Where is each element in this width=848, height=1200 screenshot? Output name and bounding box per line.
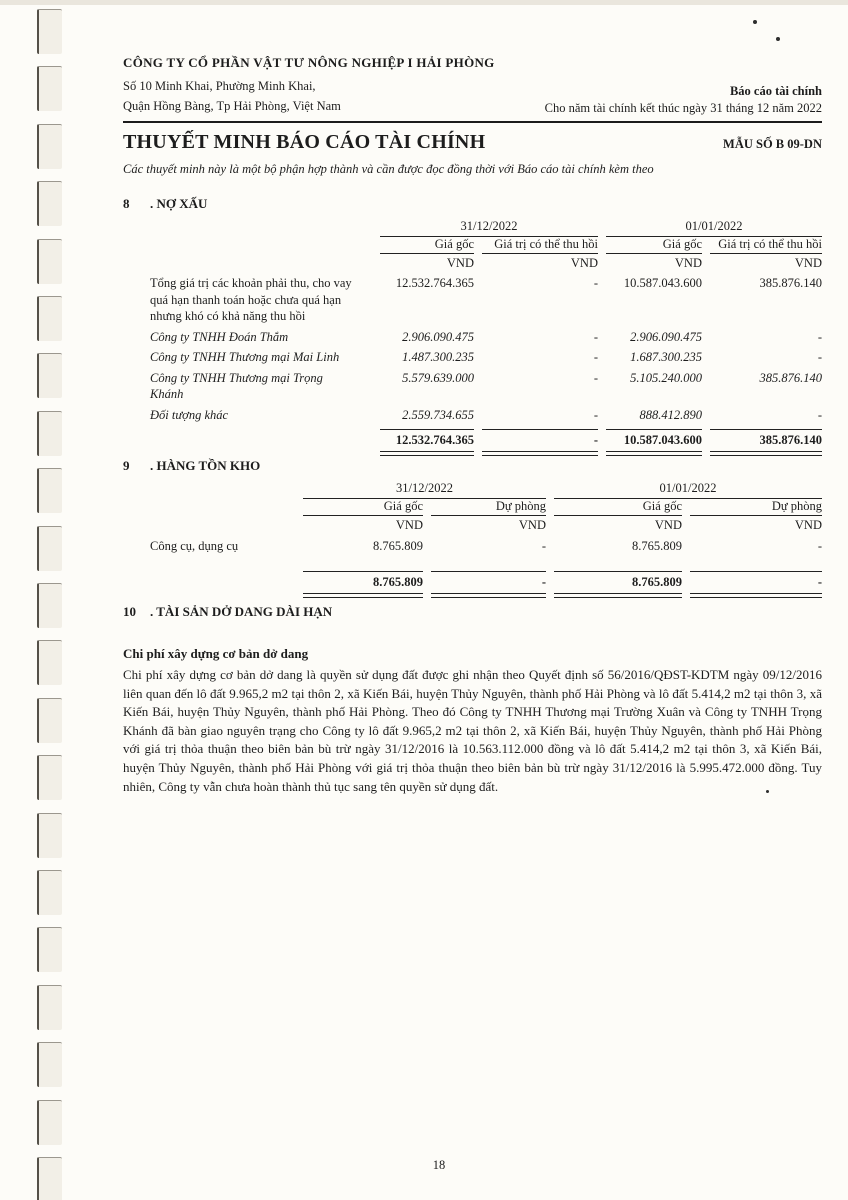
- table9-col3-header: Giá gốc: [554, 499, 682, 516]
- table8-total-row: [150, 429, 822, 456]
- section-long-term-wip: [123, 604, 822, 796]
- cell-value: 1.687.300.235: [630, 350, 702, 364]
- section-inventory: [123, 458, 822, 598]
- cell-value: 5.579.639.000: [402, 370, 474, 385]
- table-row: [150, 329, 822, 346]
- binding-hole: [37, 468, 62, 513]
- binding-hole: [37, 698, 62, 743]
- cell-value: -: [593, 276, 598, 290]
- cell-value: -: [817, 539, 822, 553]
- construction-in-progress-subheading: Chi phí xây dựng cơ bản dở dang: [123, 646, 309, 661]
- bad-debts-table: [150, 219, 822, 456]
- table9-column-headers: [150, 499, 822, 516]
- table8-unit-row: [150, 254, 822, 272]
- table8-col2-header: Giá trị có thể thu hồi: [482, 237, 598, 254]
- binding-hole: [37, 985, 62, 1030]
- table9-period-row: [150, 481, 822, 499]
- binding-hole: [37, 755, 62, 800]
- report-period: Cho năm tài chính kết thúc ngày 31 tháng 12 năm 2022: [544, 101, 822, 115]
- scan-edge-artifact: [0, 0, 848, 5]
- unit-label: VND: [674, 256, 702, 270]
- address-line-1: Số 10 Minh Khai, Phường Minh Khai,: [123, 79, 316, 93]
- cell-value: 5.105.240.000: [630, 370, 702, 385]
- form-number: MẪU SỐ B 09-DN: [723, 137, 822, 151]
- cell-value: 2.906.090.475: [402, 329, 474, 344]
- cell-value: 385.876.140: [759, 276, 822, 290]
- table9-unit-row: [150, 516, 822, 534]
- section8-heading: [123, 196, 822, 212]
- cell-value: 12.532.764.365: [395, 276, 474, 290]
- unit-label: VND: [794, 256, 822, 270]
- binding-hole: [37, 583, 62, 628]
- unit-label: VND: [518, 518, 546, 532]
- cell-value: -: [593, 350, 598, 364]
- binding-hole: [37, 239, 62, 284]
- binding-hole: [37, 124, 62, 169]
- table-row: [150, 538, 822, 555]
- document-subtitle: Các thuyết minh này là một bộ phận hợp thành và cần được đọc đồng thời với Báo cáo tài chính kèm theo: [123, 162, 654, 176]
- cell-value: 888.412.890: [639, 407, 702, 422]
- unit-label: VND: [446, 256, 474, 270]
- letterhead-left: [123, 55, 495, 116]
- unit-label: VND: [570, 256, 598, 270]
- table8-col4-header: Giá trị có thể thu hồi: [710, 237, 822, 254]
- row-label: Công ty TNHH Đoán Thắm: [150, 329, 289, 344]
- row-label: Công ty TNHH Thương mại Trọng Khánh: [150, 370, 323, 401]
- table8-period1: 31/12/2022: [380, 219, 598, 237]
- cell-value: -: [817, 350, 822, 364]
- binding-hole: [37, 640, 62, 685]
- binding-hole: [37, 181, 62, 226]
- table-row: [150, 349, 822, 366]
- report-type-label: Báo cáo tài chính: [729, 84, 822, 98]
- binding-hole: [37, 296, 62, 341]
- table9-col2-header: Dự phòng: [431, 499, 546, 516]
- total-value: 385.876.140: [710, 429, 822, 456]
- unit-label: VND: [395, 518, 423, 532]
- document-title: THUYẾT MINH BÁO CÁO TÀI CHÍNH: [123, 131, 486, 153]
- cell-value: -: [593, 370, 598, 385]
- total-value: 12.532.764.365: [380, 429, 474, 456]
- table8-period2: 01/01/2022: [606, 219, 822, 237]
- scan-dot-artifact: [776, 37, 780, 41]
- unit-label: VND: [654, 518, 682, 532]
- cell-value: 8.765.809: [632, 539, 682, 553]
- cell-value: -: [593, 407, 598, 422]
- binding-hole: [37, 526, 62, 571]
- total-value: 8.765.809: [554, 571, 682, 598]
- cell-value: -: [593, 329, 598, 344]
- section10-number: 10: [123, 604, 136, 619]
- total-value: 10.587.043.600: [606, 429, 702, 456]
- address-line-2: Quận Hồng Bàng, Tp Hải Phòng, Việt Nam: [123, 99, 341, 113]
- row-label: Công ty TNHH Thương mại Mai Linh: [150, 350, 340, 364]
- binding-hole: [37, 353, 62, 398]
- table9-period1: 31/12/2022: [303, 481, 546, 499]
- binding-hole: [37, 1157, 62, 1200]
- total-value: 8.765.809: [303, 571, 423, 598]
- cell-value: 8.765.809: [373, 539, 423, 553]
- unit-label: VND: [794, 518, 822, 532]
- table9-total-row: [150, 571, 822, 598]
- page-number: 18: [432, 1158, 446, 1172]
- table8-period-row: [150, 219, 822, 237]
- cell-value: 1.487.300.235: [402, 350, 474, 364]
- binding-hole: [37, 870, 62, 915]
- total-value: -: [690, 571, 822, 598]
- scan-dot-artifact: [753, 20, 757, 24]
- section10-heading: [123, 604, 822, 620]
- table9-period2: 01/01/2022: [554, 481, 822, 499]
- table8-column-headers: [150, 237, 822, 254]
- binding-hole: [37, 927, 62, 972]
- binding-hole: [37, 813, 62, 858]
- row-label: Đối tượng khác: [150, 407, 229, 422]
- section9-number: 9: [123, 458, 130, 473]
- company-name: CÔNG TY CỔ PHẦN VẬT TƯ NÔNG NGHIỆP I HẢI PHÒNG: [123, 55, 495, 70]
- row-label: Tổng giá trị các khoản phải thu, cho vay quá hạn thanh toán hoặc chưa quá hạn nhưng khó có khả năng thu hồi: [150, 276, 352, 323]
- binding-hole: [37, 9, 62, 54]
- cell-value: -: [817, 407, 822, 422]
- cell-value: 10.587.043.600: [623, 276, 702, 290]
- binding-hole: [37, 66, 62, 111]
- table8-col1-header: Giá gốc: [380, 237, 474, 254]
- section9-title: . HÀNG TỒN KHO: [150, 458, 261, 473]
- section-bad-debts: [123, 196, 822, 456]
- construction-in-progress-paragraph: Chi phí xây dựng cơ bản dở dang là quyền sử dụng đất được ghi nhận theo Quyết định số 56/2016/QĐST-KDTM ngày 09/12/2016 liên quan đến lô đất 9.965,2 m2 tại thôn 2, xã Kiến Bái, huyện Thủy Nguyên, thành phố Hải Phòng và lô đất 5.414,2 m2 tại thôn 3, xã Kiến Bái, huyện Thủy Nguyên, thành phố Hải Phòng. Theo đó Công ty TNHH Thương mại Trường Xuân và Công ty TNHH Trọng Khánh đã bàn giao nguyên trạng cho Công ty lô đất 9.965,2 m2 tại thôn 2, xã Kiến Bái, huyện Thủy Nguyên, thành phố Hải Phòng với giá trị thỏa thuận theo biên bản bù trừ ngày 31/12/2016 là 10.563.112.000 đồng và lô đất 5.414,2 m2 tại thôn 3, xã Kiến Bái, huyện Thủy Nguyên, thành phố Hải Phòng với giá trị thỏa thuận theo biên bản bù trừ ngày 31/12/2016 là 5.995.472.000 đồng. Tuy nhiên, Công ty vẫn chưa hoàn thành thủ tục sang tên quyền sử dụng đất.: [123, 667, 822, 794]
- total-value: -: [431, 571, 546, 598]
- binding-hole: [37, 1100, 62, 1145]
- cell-value: -: [541, 539, 546, 553]
- table-row: [150, 275, 822, 325]
- table-row: [150, 370, 822, 403]
- cell-value: 385.876.140: [759, 370, 822, 385]
- table9-col1-header: Giá gốc: [303, 499, 423, 516]
- title-row: [123, 129, 822, 154]
- section9-heading: [123, 458, 822, 474]
- table8-col3-header: Giá gốc: [606, 237, 702, 254]
- cell-value: 2.906.090.475: [630, 329, 702, 344]
- table-row: [150, 407, 822, 424]
- inventory-table: [150, 481, 822, 598]
- cell-value: 2.559.734.655: [402, 407, 474, 422]
- letterhead-right: [545, 84, 822, 116]
- table9-col4-header: Dự phòng: [690, 499, 822, 516]
- binding-hole: [37, 411, 62, 456]
- section8-title: . NỢ XẤU: [150, 196, 208, 211]
- binding-hole: [37, 1042, 62, 1087]
- section8-number: 8: [123, 196, 130, 211]
- row-label: Công cụ, dụng cụ: [150, 539, 239, 553]
- section10-title: . TÀI SẢN DỞ DANG DÀI HẠN: [150, 604, 333, 619]
- total-value: -: [482, 429, 598, 456]
- cell-value: -: [817, 329, 822, 344]
- letterhead: [123, 55, 822, 123]
